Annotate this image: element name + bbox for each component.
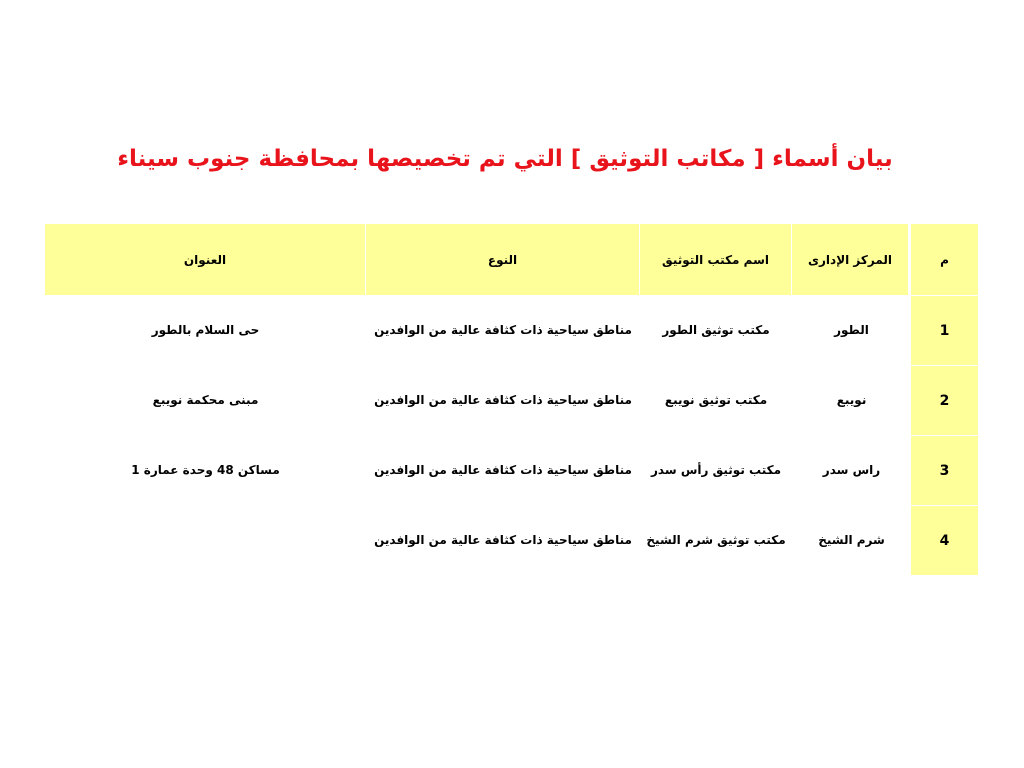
cell-center: شرم الشيخ [792, 505, 911, 575]
cell-center: نويبع [792, 365, 911, 435]
cell-number: 2 [911, 365, 978, 435]
cell-number: 4 [911, 505, 978, 575]
cell-address [45, 505, 366, 575]
cell-center: راس سدر [792, 435, 911, 505]
header-address: العنوان [45, 224, 366, 295]
cell-type: مناطق سياحية ذات كثافة عالية من الوافدين [366, 505, 640, 575]
cell-type: مناطق سياحية ذات كثافة عالية من الوافدين [366, 365, 640, 435]
table-row [45, 435, 978, 505]
header-type: النوع [366, 224, 640, 295]
header-number: م [911, 224, 978, 295]
table-row [45, 295, 978, 365]
cell-office-name: مكتب توثيق شرم الشيخ [640, 505, 792, 575]
header-office-name: اسم مكتب التوثيق [640, 224, 792, 295]
table-row [45, 365, 978, 435]
cell-office-name: مكتب توثيق نويبع [640, 365, 792, 435]
cell-office-name: مكتب توثيق الطور [640, 295, 792, 365]
header-center: المركز الإدارى [792, 224, 911, 295]
cell-address: حى السلام بالطور [45, 295, 366, 365]
page-title: بيان أسماء [ مكاتب التوثيق ] التي تم تخصيصها بمحافظة جنوب سيناء [117, 146, 893, 172]
notary-offices-table [45, 224, 978, 575]
cell-type: مناطق سياحية ذات كثافة عالية من الوافدين [366, 435, 640, 505]
cell-type: مناطق سياحية ذات كثافة عالية من الوافدين [366, 295, 640, 365]
cell-center: الطور [792, 295, 911, 365]
cell-number: 1 [911, 295, 978, 365]
cell-office-name: مكتب توثيق رأس سدر [640, 435, 792, 505]
table-header-row [45, 224, 978, 295]
table-row [45, 505, 978, 575]
cell-address: مبنى محكمة نويبع [45, 365, 366, 435]
cell-address: مساكن 48 وحدة عمارة 1 [45, 435, 366, 505]
cell-number: 3 [911, 435, 978, 505]
